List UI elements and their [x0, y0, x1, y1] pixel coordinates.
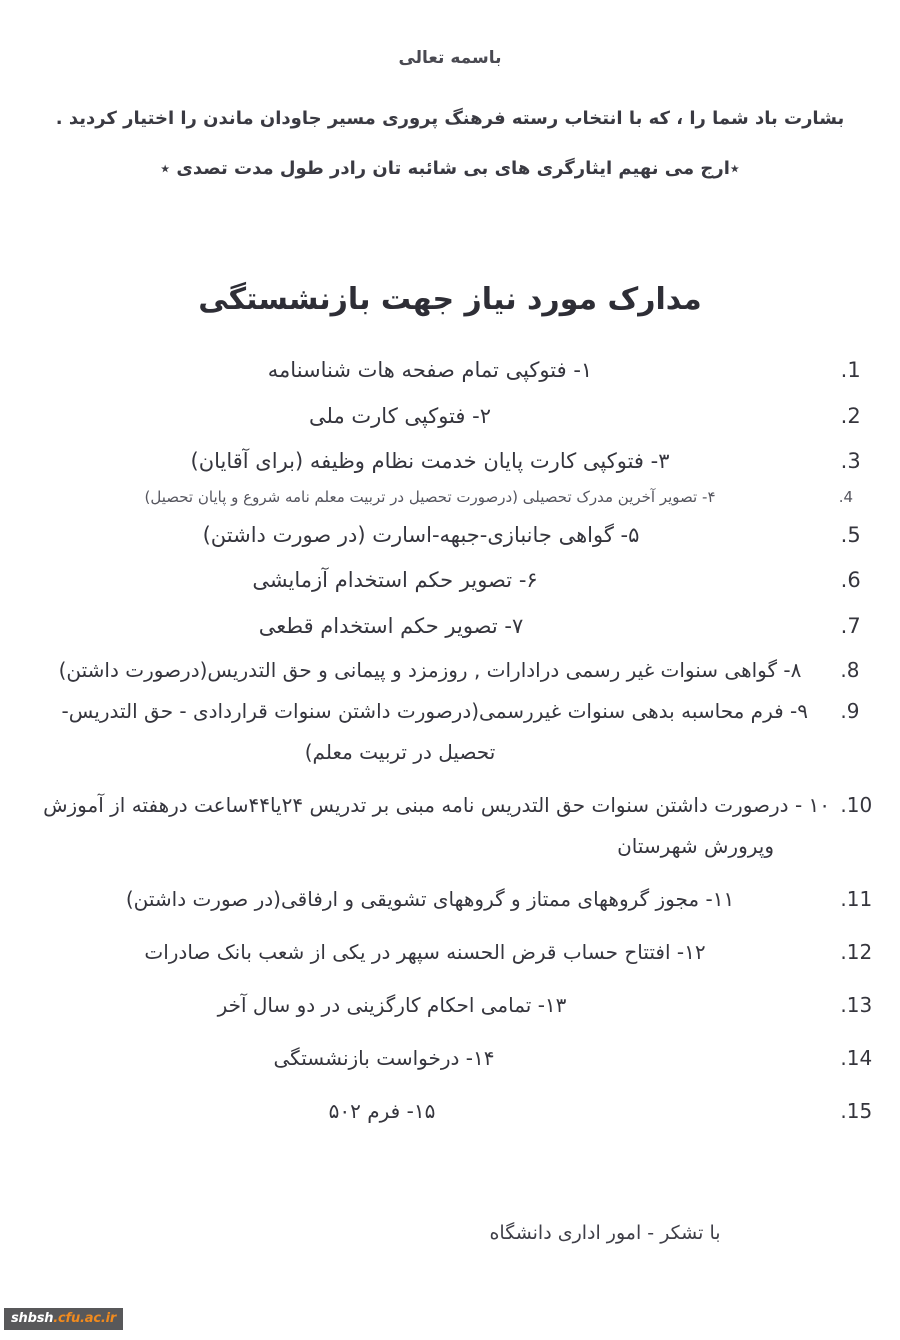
list-item-number: ۹- — [790, 698, 808, 723]
list-item — [26, 884, 834, 915]
list-item-number: ۷- — [504, 613, 524, 638]
list-item-continuation: تحصیل در تربیت معلم) — [304, 739, 496, 764]
list-item-number: ۱۲- — [676, 939, 706, 964]
list-item-text: تصویر حکم استخدام آزمایشی — [252, 568, 513, 593]
list-item-text: مجوز گروههای ممتاز و گروههای تشویقی و ارفاقی(در صورت داشتن) — [125, 886, 700, 911]
list-item-number: ۱۳- — [537, 992, 567, 1017]
header-greeting-line-1: بشارت باد شما را ، که با انتخاب رسته فرهنگ پروری مسیر جاودان ماندن را اختیار کردید . — [55, 108, 845, 129]
list-item — [26, 655, 834, 686]
list-item — [26, 564, 834, 597]
list-item-text: تصویر حکم استخدام قطعی — [258, 613, 498, 638]
list-item-number: ۱- — [573, 358, 593, 382]
list-item-number: ۱۰ - — [794, 792, 830, 817]
list-item — [26, 610, 834, 643]
list-item — [26, 1096, 834, 1127]
list-item-number: ۳- — [650, 449, 670, 474]
list-item-text: فرم محاسبه بدهی سنوات غیررسمی(درصورت داشتن سنوات قراردادی - حق التدریس- — [61, 698, 784, 723]
list-item-text: گواهی سنوات غیر رسمی درادارات , روزمزد و پیمانی و حق التدریس(درصورت داشتن) — [58, 657, 778, 682]
header-greeting-line-2: ٭ارج می نهیم ایثارگری های بی شائبه تان رادر طول مدت تصدی ٭ — [160, 158, 740, 179]
list-item-text: تصویر آخرین مدرک تحصیلی (درصورت تحصیل در تربیت معلم نامه شروع و پایان تحصیل) — [144, 487, 698, 506]
watermark-domain-suffix: .cfu.ac.ir — [53, 1311, 117, 1326]
list-item-continuation: وپرورش شهرستان — [617, 833, 774, 858]
list-item-number: ۱۱- — [705, 886, 735, 911]
list-item — [26, 354, 834, 387]
list-item — [26, 486, 834, 509]
site-watermark — [4, 1308, 123, 1330]
list-item-number: ۲- — [472, 403, 491, 428]
list-item-number: ۵- — [620, 522, 640, 547]
list-item-text: گواهی جانبازی-جبهه-اسارت (در صورت داشتن) — [202, 522, 614, 547]
list-item-text: فتوکپی کارت پایان خدمت نظام وظیفه (برای آقایان) — [190, 449, 644, 474]
list-item-text: فرم ۵۰۲ — [328, 1098, 401, 1123]
watermark-site-name: shbsh — [11, 1311, 54, 1326]
list-item — [26, 400, 834, 433]
page-title: مدارک مورد نیاز جهت بازنشستگی — [198, 282, 702, 318]
list-item-number: ۴- — [702, 487, 716, 506]
list-item-number: ۶- — [518, 568, 538, 593]
basmala-heading: باسمه تعالی — [398, 48, 502, 68]
list-item-text: فتوکپی تمام صفحه هات شناسنامه — [267, 358, 567, 382]
list-item-text: افتتاح حساب قرض الحسنه سپهر در یکی از شعب بانک صادرات — [144, 939, 671, 964]
list-item — [26, 990, 834, 1021]
list-item — [26, 790, 834, 862]
list-item-text: فتوکپی کارت ملی — [309, 403, 466, 428]
list-item-number: ۱۴- — [465, 1045, 495, 1070]
list-item-number: ۱۵- — [406, 1098, 436, 1123]
list-item-text: درخواست بازنشستگی — [273, 1045, 460, 1070]
list-item — [26, 445, 834, 478]
list-item — [26, 937, 834, 968]
list-item — [26, 1043, 834, 1074]
list-item-number: ۸- — [783, 657, 802, 682]
list-item — [26, 519, 834, 552]
list-item-text: درصورت داشتن سنوات حق التدریس نامه مبنی بر تدریس ۲۴یا۴۴ساعت درهفته از آموزش — [43, 792, 789, 817]
requirements-list — [26, 354, 874, 1127]
list-item-text: تمامی احکام کارگزینی در دو سال آخر — [217, 992, 532, 1017]
footer-signature: با تشکر - امور اداری دانشگاه — [489, 1222, 721, 1244]
list-item — [26, 696, 834, 768]
